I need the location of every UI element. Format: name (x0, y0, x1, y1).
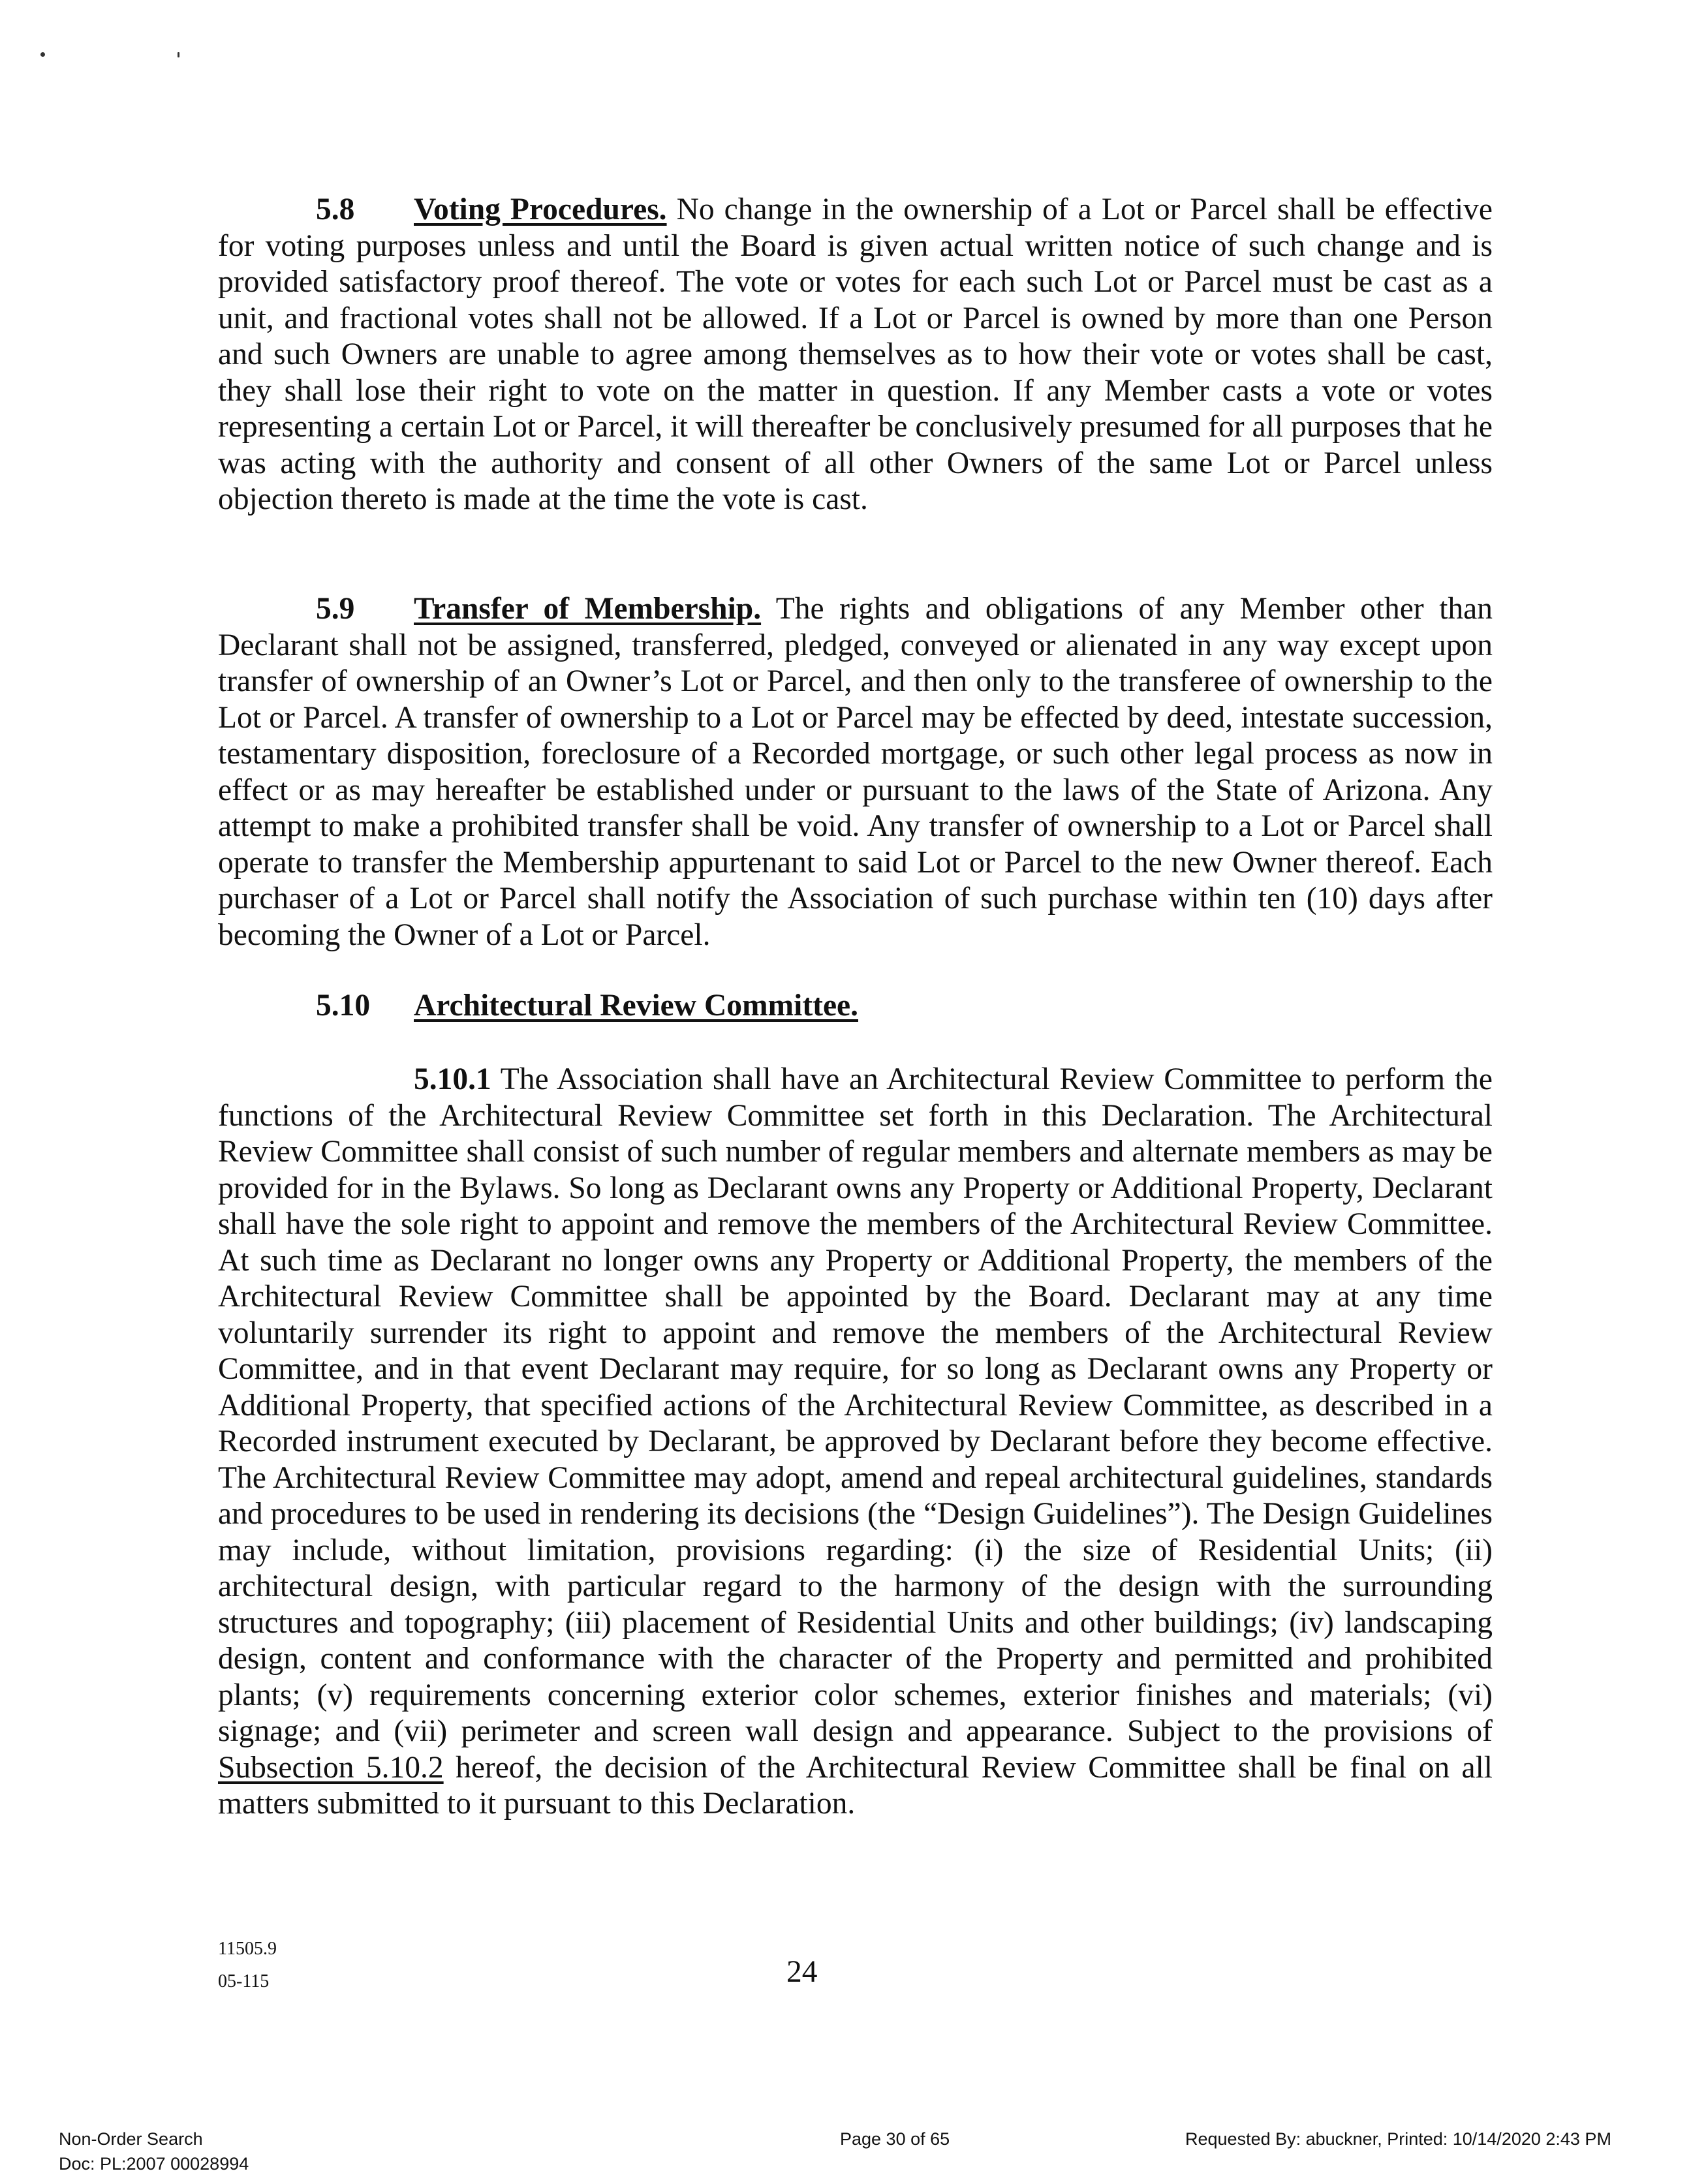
footer-requested-by: Requested By: abuckner, Printed: 10/14/2020 2:43 PM (1185, 2129, 1611, 2149)
page-number: 24 (786, 1955, 818, 1989)
subsection-5-10-1 (218, 1062, 1493, 1823)
footer-page-info: Page 30 of 65 (840, 2129, 950, 2149)
subsection-body: The Association shall have an Architectural Review Committee to perform the functions of the Architectural Review Committee set forth in this Declaration. The Architectural Review Committee shall consist of such number of regular members and alternate members as may be provided for in the Bylaws. So long as Declarant owns any Property or Additional Property, Declarant shall have the sole right to appoint and remove the members of the Architectural Review Committee. At such time as Declarant no longer owns any Property or Additional Property, the members of the Architectural Review Committee shall be appointed by the Board. Declarant may at any time voluntarily surrender its right to appoint and remove the members of the Architectural Review Committee, and in that event Declarant may require, for so long as Declarant owns any Property or Additional Property, that specified actions of the Architectural Review Committee, as described in a Recorded instrument executed by Declarant, be approved by Declarant before they become effective. The Architectural Review Committee may adopt, amend and repeal architectural guidelines, standards and procedures to be used in rendering its decisions (the “Design Guidelines”). The Design Guidelines may include, without limitation, provisions regarding: (i) the size of Residential Units; (ii) architectural design, with particular regard to the harmony of the design with the surrounding structures and topography; (iii) placement of Residential Units and other buildings; (iv) landscaping design, content and conformance with the character of the Property and permitted and prohibited plants; (v) requirements concerning exterior color schemes, exterior finishes and materials; (vi) signage; and (vii) perimeter and screen wall design and appearance. Subject to the provisions of (218, 1062, 1493, 1748)
section-number: 5.8 (316, 192, 355, 226)
section-body: No change in the ownership of a Lot or Parcel shall be effective for voting purposes unless and until the Board is given actual written notice of such change and is provided satisfactory proof thereof. The vote or votes for each such Lot or Parcel must be cast as a unit, and fractional votes shall not be allowed. If a Lot or Parcel is owned by more than one Person and such Owners are unable to agree among themselves as to how their vote or votes shall be cast, they shall lose their right to vote on the matter in question. If any Member casts a vote or votes representing a certain Lot or Parcel, it will thereafter be conclusively presumed for all purposes that he was acting with the authority and consent of all other Owners of the same Lot or Parcel unless objection thereto is made at the time the vote is cast. (218, 192, 1493, 516)
document-id-line: 05-115 (218, 1971, 270, 1992)
scan-speck (40, 52, 45, 57)
section-heading: Transfer of Membership. (414, 592, 762, 626)
document-id (218, 1933, 277, 1998)
subsection-reference: Subsection 5.10.2 (218, 1750, 444, 1785)
section-5-8 (218, 192, 1493, 518)
section-5-10 (218, 988, 1493, 1024)
section-number: 5.9 (316, 592, 355, 626)
footer-left-line1: Non-Order Search (59, 2129, 203, 2149)
subsection-number: 5.10.1 (414, 1062, 491, 1096)
section-number: 5.10 (316, 989, 371, 1023)
section-body: The rights and obligations of any Member other than Declarant shall not be assigned, transferred, pledged, conveyed or alienated in any way except upon transfer of ownership of an Owner’s Lot or Parcel, and then only to the transferee of ownership to the Lot or Parcel. A transfer of ownership to a Lot or Parcel may be effected by deed, intestate succession, testamentary disposition, foreclosure of a Recorded mortgage, or such other legal process as now in effect or as may hereafter be established under or pursuant to the laws of the State of Arizona. Any attempt to make a prohibited transfer shall be void. Any transfer of ownership to a Lot or Parcel shall operate to transfer the Membership appurtenant to said Lot or Parcel to the new Owner thereof. Each purchaser of a Lot or Parcel shall notify the Association of such purchase within ten (10) days after becoming the Owner of a Lot or Parcel. (218, 592, 1493, 952)
scan-speck (178, 52, 179, 57)
document-id-line: 11505.9 (218, 1939, 277, 1959)
section-5-9 (218, 591, 1493, 953)
subsection-body-end: hereof, the decision of the Architectural Review Committee shall be final on all matters submitted to it pursuant to this Declaration. (218, 1750, 1493, 1821)
section-heading: Architectural Review Committee. (414, 989, 859, 1023)
section-heading: Voting Procedures. (414, 192, 667, 226)
footer-left-line2: Doc: PL:2007 00028994 (59, 2154, 249, 2174)
